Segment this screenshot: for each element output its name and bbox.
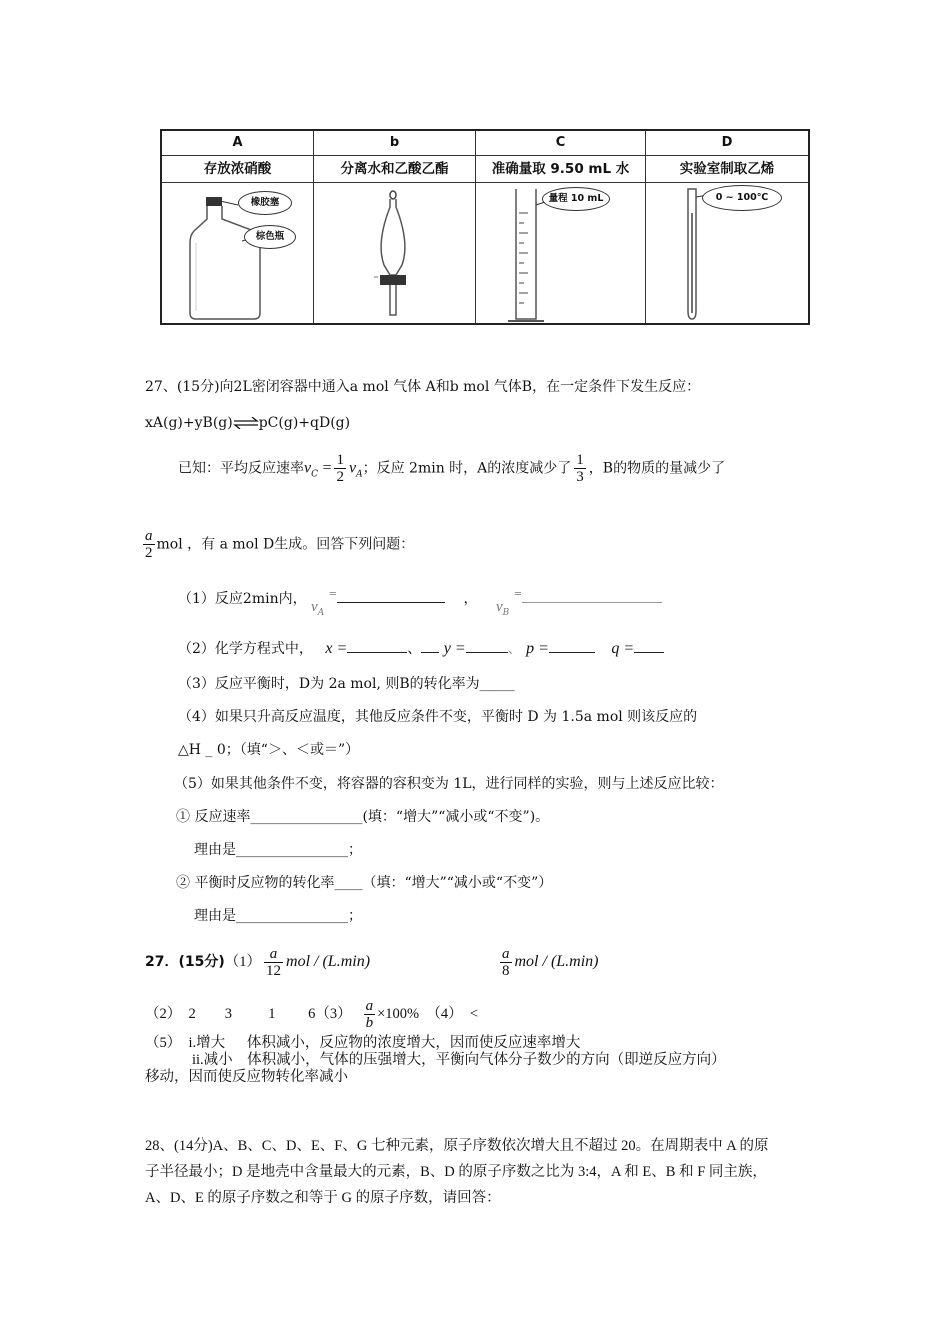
figure-column-c [476, 131, 646, 323]
answer27-line1 [145, 946, 370, 979]
answer-part1-prefix: （1） [224, 953, 262, 970]
answer-unit: mol / (L.min) [286, 952, 371, 970]
part1-prefix: （1）反应2min内， [178, 591, 307, 607]
fraction-numerator: a [269, 946, 278, 962]
known-prefix: 已知：平均反应速率 [178, 460, 304, 477]
y-answer-blank[interactable] [466, 638, 508, 653]
q27-part5: （5）如果其他条件不变，将容器的容积变为 1L，进行同样的实验，则与上述反应比较： [174, 776, 724, 792]
fraction-denominator: 8 [502, 963, 510, 979]
va-answer-blank[interactable] [337, 588, 445, 603]
column-title: 实验室制取乙烯 [646, 156, 808, 183]
q27-part2: （2）化学方程式中， x = 、 y = 、 p = q = [178, 638, 664, 658]
fraction-numerator: 1 [576, 452, 584, 468]
q-answer-blank[interactable] [634, 638, 664, 653]
q27-part5-reason2: 理由是________________； [194, 908, 362, 924]
callout-rubber-stopper: 橡胶塞 [238, 191, 292, 215]
fraction-denominator: 2 [336, 469, 344, 485]
answer-label: 27．(15分) [145, 953, 225, 970]
vb-subscript: B [502, 608, 510, 618]
q27-intro: 27、(15分)向2L密闭容器中通入a mol 气体 A和b mol 气体B，在一定条件下发生反应： [145, 379, 701, 395]
q28-line3: A、D、E 的原子序数之和等于 G 的原子序数，请回答： [145, 1190, 501, 1206]
callout-range: 量程 10 mL [542, 187, 610, 211]
equation-left: xA(g)+yB(g) [145, 415, 233, 431]
column-title: 存放浓硝酸 [162, 156, 313, 183]
q28-line1: 28、(14分)A、B、C、D、E、F、G 七种元素，原子序数依次增大且不超过 20。在周期表中 A 的原 [145, 1138, 769, 1154]
fraction-numerator: a [502, 946, 510, 962]
column-letter: D [646, 131, 808, 156]
answer-unit: mol / (L.min) [514, 952, 599, 970]
rate-subscript: A [356, 469, 363, 480]
figure-column-a [162, 131, 314, 323]
a-over-2-text: mol ，有 a mol D生成。回答下列问题： [156, 536, 415, 553]
rate-symbol: v [304, 459, 312, 477]
underline [421, 638, 439, 653]
answer27-line2 [145, 998, 478, 1031]
column-title: 分离水和乙酸乙酯 [314, 156, 475, 183]
answer27-line1-b [497, 946, 599, 979]
column-letter: b [314, 131, 475, 156]
fraction-denominator: b [365, 1015, 374, 1031]
q27-part1: （1）反应2min内， $v_A$ = ， $v_B$ = [178, 586, 662, 614]
figure-column-b [314, 131, 476, 323]
answer27-line4: ii.减小 体积减小，气体的压强增大，平衡向气体分子数少的方向（即逆反应方向） [192, 1052, 726, 1068]
q27-a-over-2-line [143, 528, 414, 561]
apparatus-figure [160, 129, 810, 325]
fraction-numerator: a [365, 998, 374, 1014]
q27-part5-reason1: 理由是________________； [194, 842, 362, 858]
figure-column-d [646, 131, 808, 323]
fraction-denominator: 3 [576, 469, 584, 485]
q27-equation [145, 414, 350, 432]
q-label: q = [611, 640, 635, 657]
fraction-numerator: a [145, 528, 153, 544]
answer-line2-a: （2） 2 3 1 6（3） [145, 1005, 352, 1022]
callout-temperature-range: 0 ~ 100℃ [702, 185, 782, 211]
answer-line2-b: ×100% （4） < [377, 1005, 479, 1022]
column-letter: A [162, 131, 313, 156]
fraction-denominator: 12 [266, 963, 282, 979]
known-middle: ；反应 2min 时，A的浓度减少了 [362, 460, 572, 477]
p-label: p = [526, 640, 549, 657]
equilibrium-arrow-icon [233, 417, 259, 429]
equation-right: pC(g)+qD(g) [258, 415, 351, 431]
column-letter: C [476, 131, 645, 156]
q27-part5-rate: ① 反应速率________________(填：“增大”“减小或“不变”)。 [176, 809, 550, 825]
x-label: x = [325, 640, 348, 657]
rate-symbol: v [348, 459, 357, 477]
q27-part4-enthalpy: △H _ 0；（填“＞、＜或＝”） [178, 742, 360, 758]
va-symbol: v [311, 599, 318, 615]
answer27-line5: 移动，因而使反应物转化率减小 [145, 1069, 348, 1085]
separatory-funnel-icon [314, 183, 474, 325]
x-answer-blank[interactable] [347, 638, 407, 653]
va-subscript: A [317, 608, 325, 618]
callout-brown-bottle: 棕色瓶 [244, 225, 296, 249]
vb-answer-blank[interactable] [522, 588, 662, 603]
rate-subscript: C [311, 469, 318, 480]
known-end: ，B的物质的量减少了 [588, 460, 726, 477]
q27-known-conditions [178, 452, 725, 485]
q27-part4: （4）如果只升高反应温度，其他反应条件不变，平衡时 D 为 1.5a mol 则该反应的 [178, 709, 698, 725]
equals-sign: = [322, 459, 332, 477]
q27-part5-conversion: ② 平衡时反应物的转化率____（填：“增大”“减小或“不变”） [176, 875, 553, 891]
fraction-denominator: 2 [145, 545, 153, 561]
part2-prefix: （2）化学方程式中， [178, 641, 313, 657]
answer27-line3: （5） i.增大 体积减小，反应物的浓度增大，因而使反应速率增大 [145, 1035, 581, 1051]
q27-part3: （3）反应平衡时，D为 2a mol, 则B的转化率为_____ [178, 676, 515, 692]
column-title: 准确量取 9.50 mL 水 [476, 156, 645, 183]
fraction-numerator: 1 [336, 452, 344, 468]
q28-line2: 子半径最小；D 是地壳中含量最大的元素，B、D 的原子序数之比为 3:4，A 和 E、B 和 F 同主族， [145, 1164, 767, 1180]
vb-symbol: v [495, 599, 503, 615]
p-answer-blank[interactable] [549, 638, 595, 653]
y-label: y = [443, 640, 466, 657]
